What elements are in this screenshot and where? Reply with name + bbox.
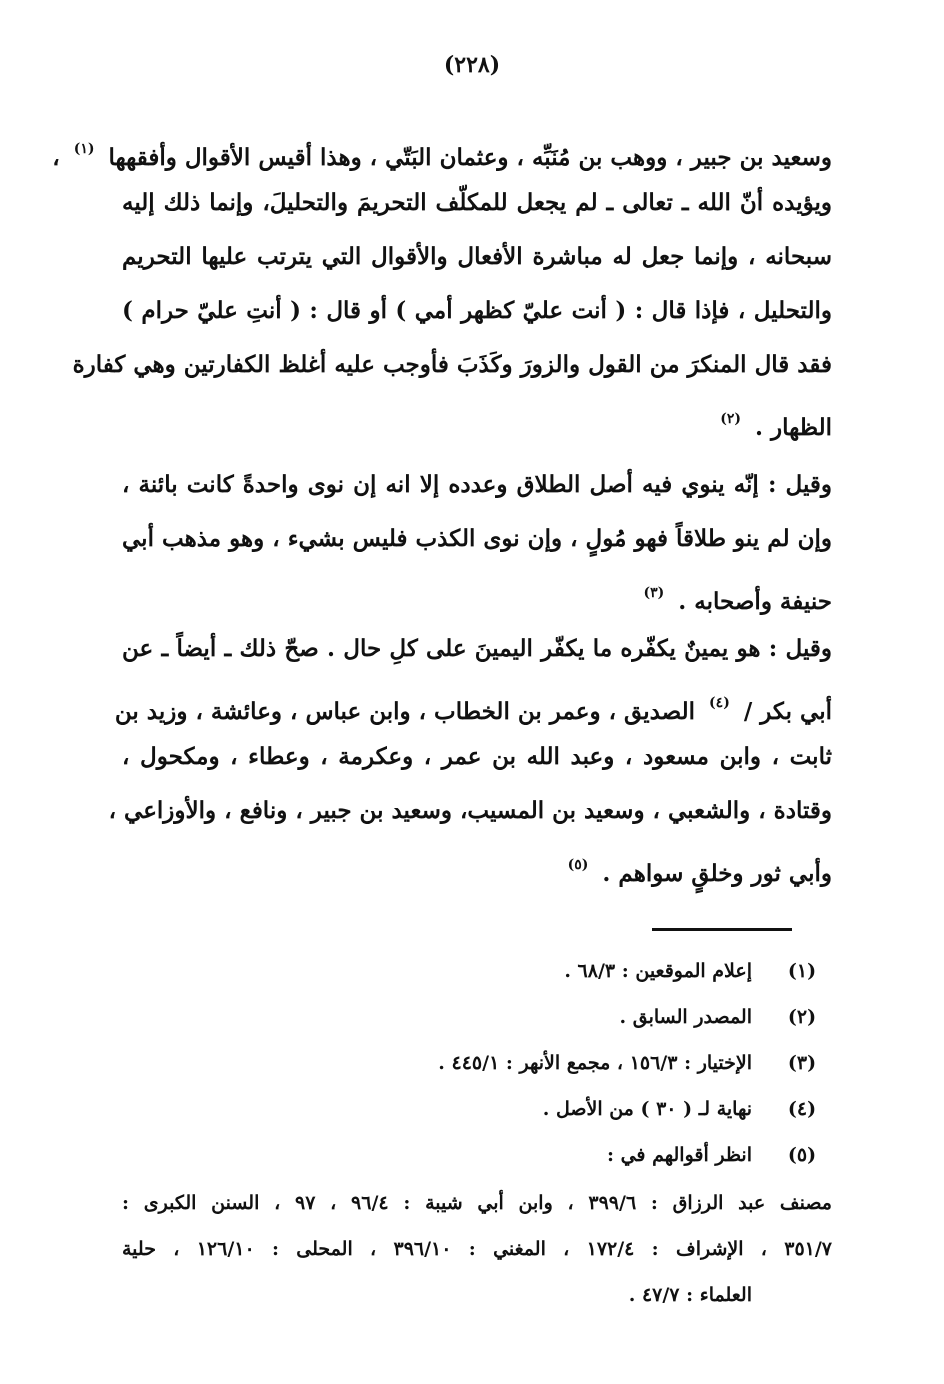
text-line [122, 458, 832, 512]
line-text: فقد قال المنكرَ من القول والزورَ وكَذَبَ فأوجب عليه أغلظ الكفارتين وهي كفارة [72, 351, 832, 378]
line-tail: الصديق ، وعمر بن الخطاب ، وابن عباس ، وعائشة ، وزيد بن [114, 698, 696, 725]
text-line [114, 676, 832, 730]
footnote-item [122, 994, 832, 1040]
footnote-marker: (٢) [720, 411, 741, 427]
paragraph-2 [122, 458, 832, 620]
source-line: العلماء : ٤٧/٧ . [628, 1284, 752, 1306]
line-text: هو يمينٌ يكفّره ما يكفّر اليمينَ على كلِ حال . صحّ ذلك ـ أيضاً ـ عن [122, 635, 761, 662]
line-text: أبي بكر / [743, 698, 832, 725]
line-text: والتحليل ، فإذا قال : ( أنت عليّ كظهر أمي ) أو قال : ( أنتِ عليّ حرام ) [122, 297, 832, 324]
line-text: سبحانه ، وإنما جعل له مباشرة الأفعال والأقوال التي يترتب عليها التحريم [122, 243, 832, 270]
footnote-item [122, 1040, 832, 1086]
footnote-divider [652, 928, 792, 931]
footnote-marker: (٥) [567, 857, 589, 873]
text-line [122, 730, 832, 784]
text-line [108, 784, 832, 838]
footnote-number: (٢) [787, 1006, 817, 1028]
text-line [122, 392, 832, 446]
line-text: وإن لم ينو طلاقاً فهو مُولٍ ، وإن نوى الكذب فليس بشيء ، وهو مذهب أبي [122, 525, 832, 552]
paragraph-lead: وقيل : [767, 471, 832, 498]
footnote-sources [122, 1180, 832, 1318]
footnote-text: نهاية لـ ( ٣٠ ) من الأصل . [542, 1098, 752, 1120]
line-text: وقتادة ، والشعبي ، وسعيد بن المسيب، وسعيد بن جبير ، ونافع ، والأوزاعي ، [108, 797, 832, 824]
footnote-number: (١) [787, 960, 817, 982]
footnote-item [122, 1132, 832, 1178]
footnote-marker: (٣) [643, 585, 665, 601]
source-line: مصنف عبد الرزاق : ٣٩٩/٦ ، وابن أبي شيبة : ٩٦/٤ ، ٩٧ ، السنن الكبرى : [122, 1192, 832, 1214]
footnote-text: المصدر السابق . [619, 1006, 752, 1028]
footnote-text: انظر أقوالهم في : [606, 1144, 752, 1166]
line-text: حنيفة وأصحابه . [678, 588, 832, 615]
line-text: وسعيد بن جبير ، ووهب بن مُنَبِّه ، وعثمان البَتّي ، وهذا أقيس الأقوال وأفقهها [108, 144, 832, 171]
text-line [52, 122, 832, 176]
line-text: وأبي ثور وخلقٍ سواهم . [602, 860, 832, 887]
footnote-number: (٤) [787, 1098, 817, 1120]
text-line [122, 512, 832, 566]
text-line [122, 284, 832, 338]
line-text: الظهار . [755, 414, 832, 441]
line-text: ويؤيده أنّ الله ـ تعالى ـ لم يجعل للمكلّف التحريمَ والتحليلَ، وإنما ذلك إليه [122, 189, 832, 216]
paragraph-lead: وقيل : [768, 635, 832, 662]
text-line [122, 566, 832, 620]
footnote-number: (٥) [787, 1144, 817, 1166]
footnote-marker: (٤) [709, 695, 730, 711]
line-text: إنّه ينوي فيه أصل الطلاق وعدده إلا انه إن نوى واحدةً كانت بائنة ، [122, 471, 759, 498]
text-line [122, 230, 832, 284]
source-line: ٣٥١/٧ ، الإشراف : ١٧٢/٤ ، المغني : ٣٩٦/١٠ ، المحلى : ١٢٦/١٠ ، حلية [122, 1238, 832, 1260]
footnote-text: إعلام الموقعين : ٦٨/٣ . [564, 960, 752, 982]
footnote-item [122, 948, 832, 994]
footnote-marker: (١) [73, 141, 95, 157]
footnote-text: الإختيار : ١٥٦/٣ ، مجمع الأنهر : ٤٤٥/١ . [438, 1052, 752, 1074]
text-line [122, 838, 832, 892]
paragraph-3 [108, 622, 832, 892]
line-tail: ، [52, 144, 60, 171]
text-line [122, 622, 832, 676]
footnote-number: (٣) [787, 1052, 817, 1074]
page-number: (٢٢٨) [443, 52, 501, 78]
line-text: ثابت ، وابن مسعود ، وعبد الله بن عمر ، وعكرمة ، وعطاء ، ومكحول ، [122, 743, 832, 770]
text-line [122, 176, 832, 230]
text-line [72, 338, 832, 392]
footnotes [122, 948, 832, 1178]
paragraph-1 [52, 122, 832, 446]
footnote-item [122, 1086, 832, 1132]
